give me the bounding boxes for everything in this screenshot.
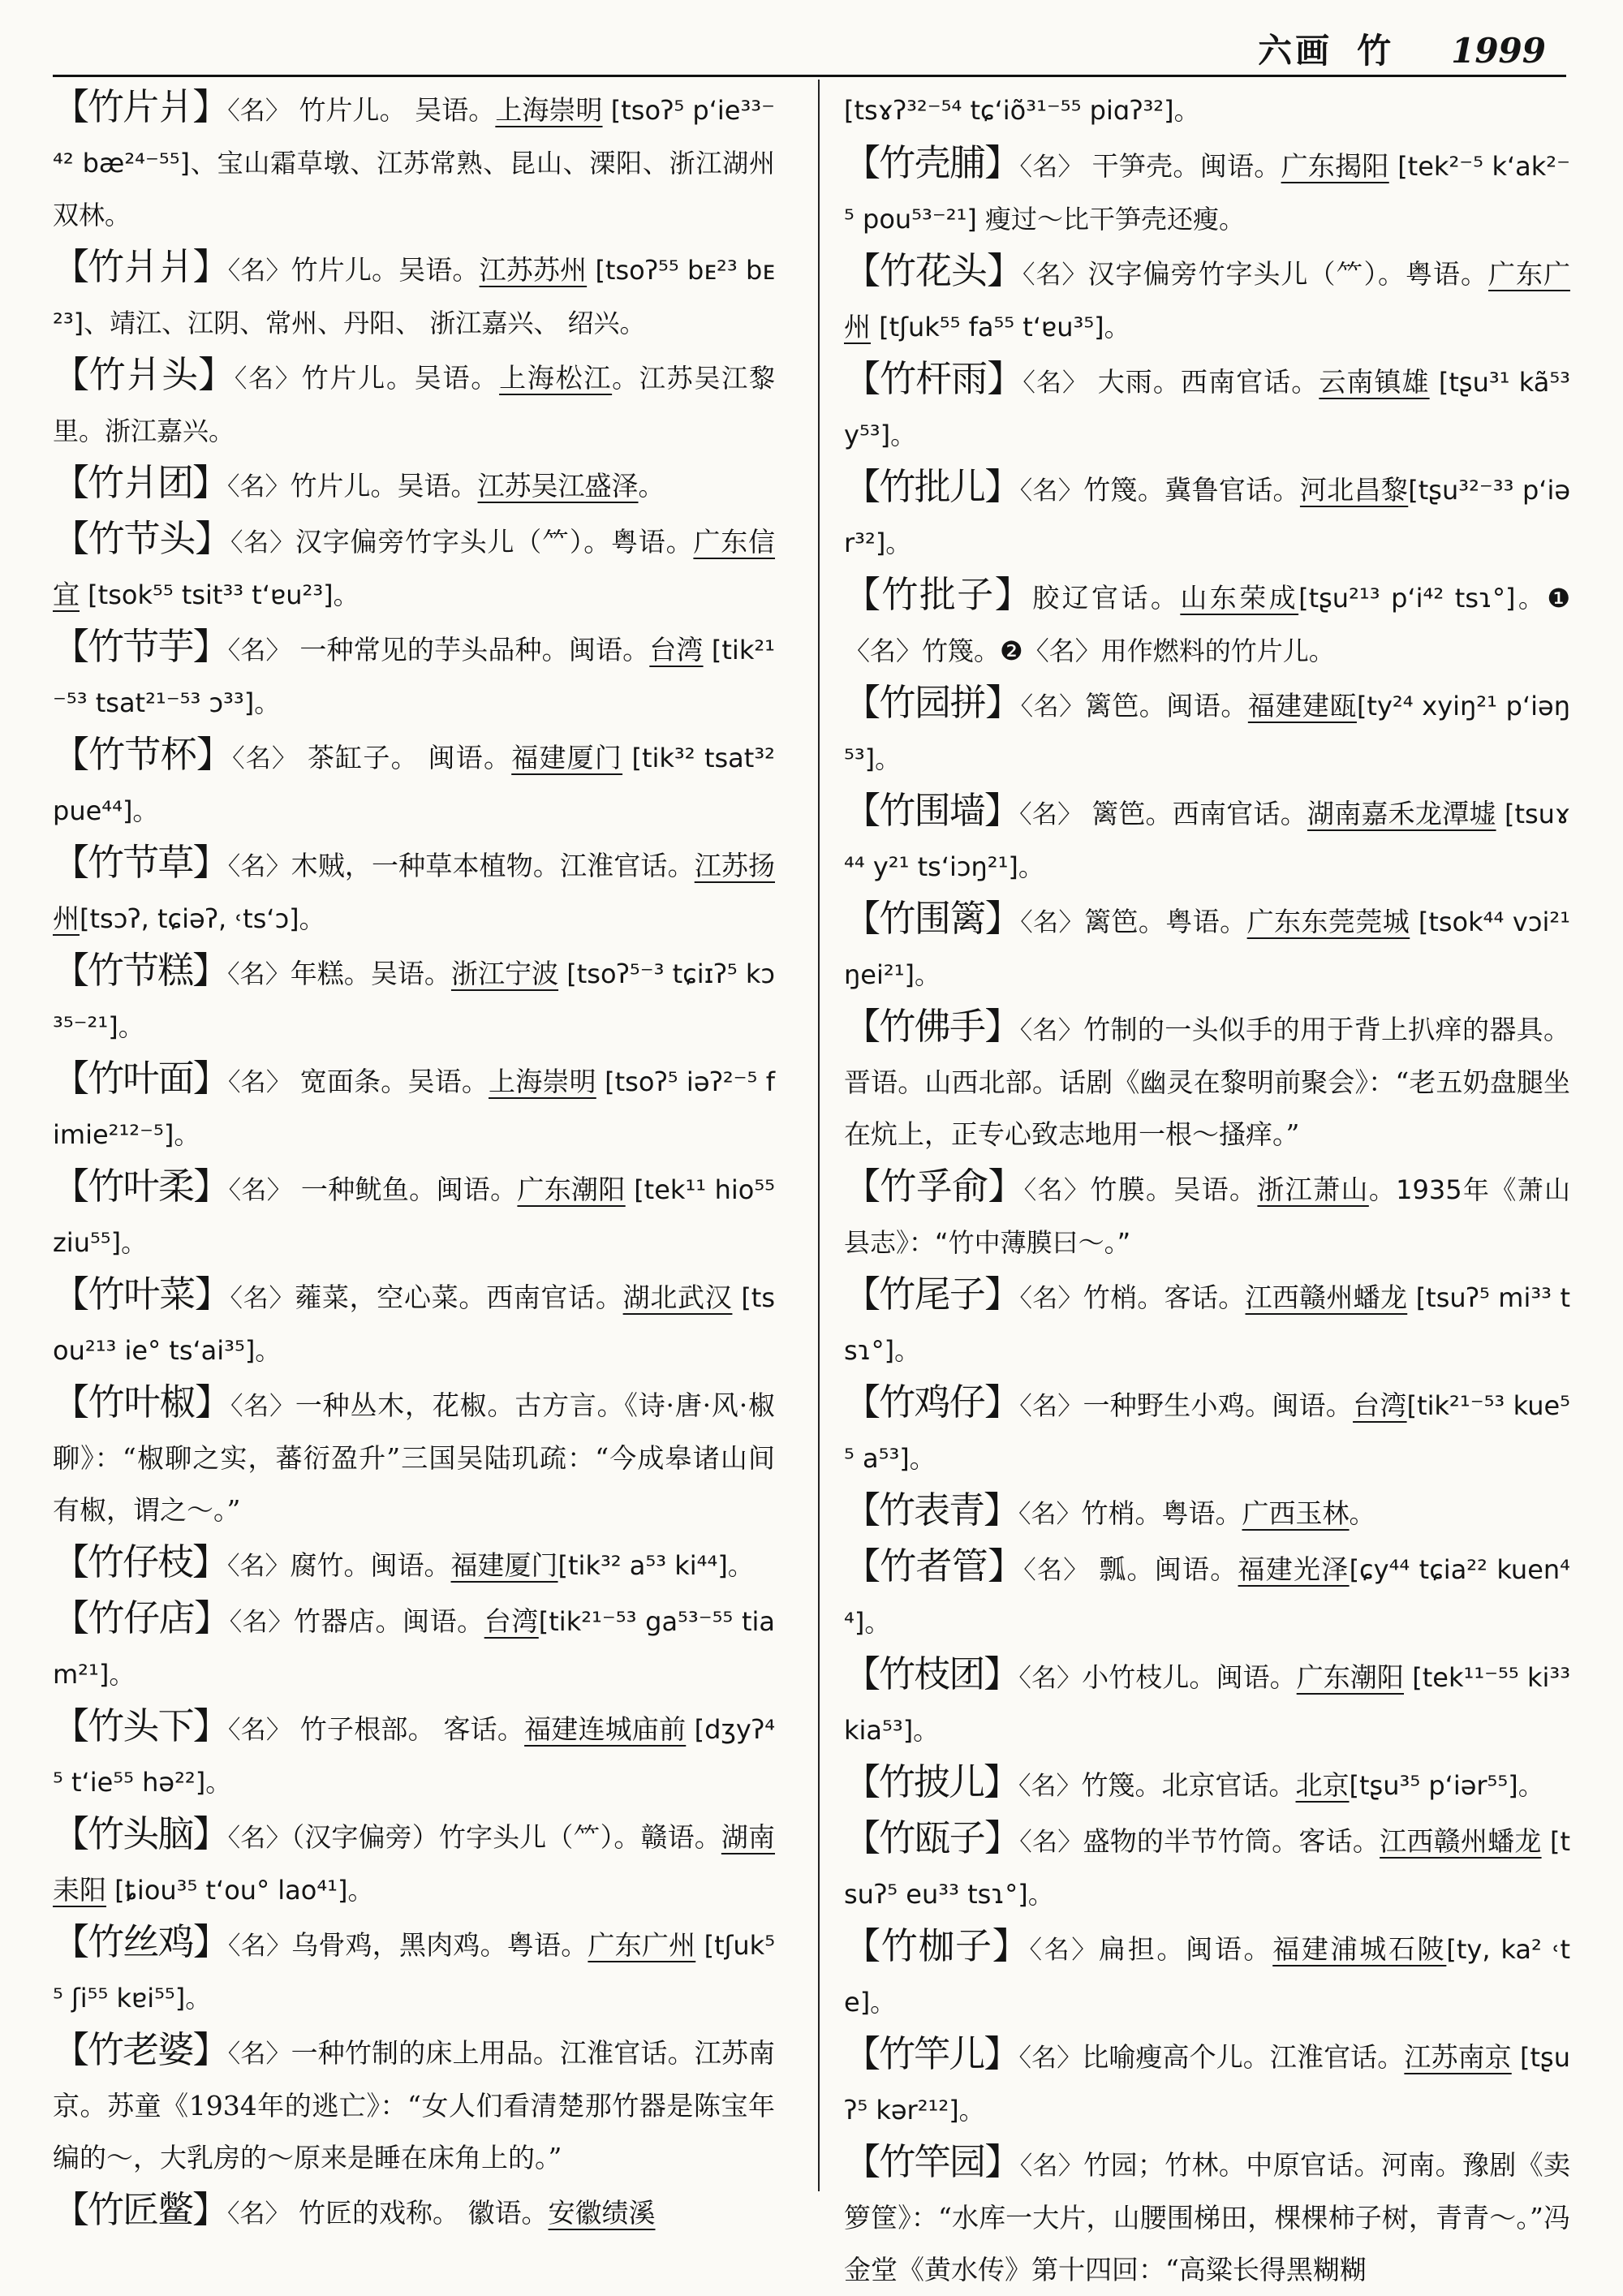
dictionary-entry xyxy=(844,1484,1570,1540)
dictionary-entry xyxy=(844,1540,1570,1648)
entry-pos: 〈名〉 xyxy=(227,256,291,286)
entry-location: 湖北武汉 xyxy=(622,1282,733,1313)
entry-location: 福建光泽 xyxy=(1238,1553,1350,1585)
entry-pos: 〈名〉 xyxy=(234,364,302,394)
entry-pronunciation: [tek¹¹⁻⁵⁵ ki³³ kia⁵³]。 xyxy=(844,1662,1571,1746)
entry-definition: 扁担。闽语。 xyxy=(1099,1933,1273,1965)
entry-location: 福建厦门 xyxy=(450,1549,558,1581)
entry-definition: 一种丛木，花椒。古方言。《诗·唐·风·椒聊》：“椒聊之实，蕃衍盈升”三国吴陆玑疏：“今成皋诸山间有椒，谓之～。” xyxy=(53,1389,775,1526)
entry-definition: 一种野生小鸡。闽语。 xyxy=(1083,1389,1354,1421)
dictionary-entry xyxy=(53,1700,775,1808)
entry-pronunciation: [tsok⁴⁴ vɔi²¹ ŋei²¹]。 xyxy=(844,907,1570,990)
column-divider xyxy=(818,80,820,2191)
dictionary-entry xyxy=(844,1161,1570,1269)
entry-location: 广东潮阳 xyxy=(1296,1661,1404,1693)
dictionary-entry xyxy=(844,2028,1570,2136)
entry-location: 上海崇明 xyxy=(495,94,603,126)
entry-definition: 宽面条。吴语。 xyxy=(291,1066,489,1097)
entry-pronunciation: [tsuʔ⁵ mi³³ tsɿ°]。 xyxy=(844,1282,1571,1366)
entry-pronunciation: [tik²¹⁻⁵³ tsat²¹⁻⁵³ ɔ³³]。 xyxy=(53,635,776,718)
entry-pronunciation: [tsou²¹³ ie° tsʻai³⁵]。 xyxy=(53,1282,776,1366)
entry-headword: 【竹匠鳖】 xyxy=(53,2188,228,2231)
entry-headword: 【竹枝团】 xyxy=(844,1652,1019,1695)
entry-location: 福建建瓯 xyxy=(1247,690,1357,722)
entry-definition: 竹膜。吴语。 xyxy=(1090,1174,1258,1205)
entry-pos: 〈名〉 xyxy=(1019,800,1083,829)
dictionary-entry xyxy=(844,137,1570,245)
entry-pronunciation: [tsoʔ⁵ pʻie³³⁻⁴² bæ²⁴⁻⁵⁵]、宝山霜草墩、江苏常熟、昆山、溧阳、浙江湖州双林。 xyxy=(53,95,776,230)
entry-headword: 【竹枷子】 xyxy=(844,1924,1030,1967)
entry-definition: 竹园；竹林。中原官话。河南。豫剧《卖箩筐》：“水库一大片，山腰围梯田，棵棵柿子树，青青～。”冯金堂《黄水传》第十四回：“高粱长得黑糊糊 xyxy=(844,2149,1571,2285)
entry-location: 山东荣成 xyxy=(1180,582,1299,614)
entry-pronunciation: [tek¹¹ hio⁵⁵ ziu⁵⁵]。 xyxy=(53,1174,775,1258)
entry-pronunciation: [tsɔʔ, tɕiəʔ, ˓tsʻɔ]。 xyxy=(80,903,325,934)
section-label: 六画 xyxy=(1258,31,1333,71)
entry-location: 北京 xyxy=(1295,1769,1350,1801)
entry-location: 台湾 xyxy=(649,634,704,666)
dictionary-entry xyxy=(844,1648,1570,1756)
entry-location: 福建连城庙前 xyxy=(524,1713,687,1745)
entry-headword: 【竹披儿】 xyxy=(844,1760,1019,1803)
dictionary-entry xyxy=(53,81,775,241)
dictionary-entry xyxy=(53,837,775,945)
entry-location: 江苏吴江盛泽 xyxy=(477,470,639,502)
entry-pronunciation: [ty, ka² ˓te]。 xyxy=(844,1934,1571,2018)
entry-pronunciation: 。 xyxy=(1349,1498,1375,1529)
entry-headword: 【竹爿爿】 xyxy=(53,245,228,288)
dictionary-entry xyxy=(844,245,1570,353)
entry-definition: 竹子根部。 客话。 xyxy=(291,1713,525,1745)
entry-pronunciation: [tʂuʔ⁵ kər²¹²]。 xyxy=(844,2042,1570,2126)
entry-pos: 〈名〉 xyxy=(230,1392,295,1421)
entry-pronunciation: [tik³² a⁵³ ki⁴⁴]。 xyxy=(558,1550,754,1581)
entry-pos: 〈名〉 xyxy=(1023,1556,1090,1585)
header-rule xyxy=(53,75,1566,77)
entry-location: 广东揭阳 xyxy=(1281,150,1389,182)
entry-pos: 〈名〉 xyxy=(227,1824,291,1853)
entry-headword: 【竹叶柔】 xyxy=(53,1165,229,1208)
entry-location: 江西赣州蟠龙 xyxy=(1245,1282,1408,1313)
dictionary-entry xyxy=(844,1920,1570,2028)
entry-location: 广东东莞莞城 xyxy=(1246,906,1410,937)
entry-pronunciation: [tʂu³⁵ pʻiər⁵⁵]。 xyxy=(1349,1770,1544,1801)
entry-definition: 篱笆。闽语。 xyxy=(1084,690,1248,722)
entry-headword: 【竹尾子】 xyxy=(844,1273,1020,1316)
entry-location: 台湾 xyxy=(1353,1389,1407,1421)
entry-pos: 〈名〉 xyxy=(1019,2152,1084,2181)
entry-pronunciation: [tʃuk⁵⁵ fa⁵⁵ tʻɐu³⁵]。 xyxy=(871,312,1130,342)
entry-headword: 【竹围墙】 xyxy=(844,789,1020,832)
entry-pos: 〈名〉 xyxy=(227,1068,292,1097)
entry-location: 广东信宜 xyxy=(53,526,776,610)
entry-location: 广东广州 xyxy=(588,1929,696,1961)
entry-pos: 〈名〉 xyxy=(227,960,291,989)
entry-headword: 【竹批子】 xyxy=(844,573,1033,616)
entry-headword: 【竹节杯】 xyxy=(53,733,233,776)
dictionary-entry xyxy=(53,1161,775,1269)
entry-location: 福建厦门 xyxy=(511,742,623,773)
entry-headword: 【竹叶菜】 xyxy=(53,1273,230,1316)
entry-location: 福建浦城石陂 xyxy=(1272,1933,1447,1965)
entry-definition: 汉字偏旁竹字头儿（⺮）。粤语。 xyxy=(1087,258,1488,290)
entry-definition: 竹篾。北京官话。 xyxy=(1081,1769,1296,1801)
entry-definition: 年糕。吴语。 xyxy=(290,958,451,989)
page-number: 1999 xyxy=(1451,31,1546,71)
dictionary-entry xyxy=(844,1756,1570,1812)
dictionary-entry xyxy=(844,461,1570,569)
entry-pronunciation: 。江苏吴江黎里。浙江嘉兴。 xyxy=(53,363,775,446)
entry-pos: 〈名〉 xyxy=(227,472,291,502)
entry-location: 广东潮阳 xyxy=(517,1174,626,1205)
entry-definition: 篱笆。粤语。 xyxy=(1084,906,1247,937)
entry-location: 湖南嘉禾龙潭墟 xyxy=(1307,798,1496,829)
dictionary-entry xyxy=(53,513,775,621)
entry-definition: 比喻瘦高个儿。江淮官话。 xyxy=(1082,2041,1405,2073)
entry-definition: 木贼，一种草本植物。江淮官话。 xyxy=(291,850,695,881)
entry-headword: 【竹节草】 xyxy=(53,841,228,884)
dictionary-entry xyxy=(844,1001,1570,1161)
dictionary-entry xyxy=(53,729,775,837)
entry-pos: 〈名〉 xyxy=(1019,1016,1084,1045)
entry-headword: 【竹爿团】 xyxy=(53,461,228,504)
entry-pos: 〈名〉 xyxy=(230,528,295,558)
dictionary-entry xyxy=(53,621,775,729)
entry-location: 江西赣州蟠龙 xyxy=(1380,1825,1542,1857)
entry-headword: 【竹园拼】 xyxy=(844,681,1021,724)
entry-pronunciation: [tsuɤ⁴⁴ y²¹ tsʻiɔŋ²¹]。 xyxy=(844,799,1571,882)
entry-pronunciation: [tsɤʔ³²⁻⁵⁴ tɕʻiõ³¹⁻⁵⁵ piɑʔ³²]。 xyxy=(844,95,1200,126)
entry-location: 湖南耒阳 xyxy=(53,1821,775,1906)
dictionary-entry xyxy=(53,457,775,513)
dictionary-entry xyxy=(844,677,1570,785)
entry-definition: 盛物的半节竹筒。客话。 xyxy=(1083,1825,1380,1857)
entry-location: 上海松江 xyxy=(499,362,613,394)
entry-pos: 〈名〉 xyxy=(227,1552,291,1581)
page-header xyxy=(1258,24,1546,71)
entry-headword: 【竹批儿】 xyxy=(844,465,1020,508)
entry-pos: 〈名〉 xyxy=(1019,476,1084,506)
entry-pos: 〈名〉 xyxy=(228,1716,292,1745)
dictionary-entry xyxy=(844,1812,1570,1920)
entry-pos: 〈名〉 xyxy=(230,1284,295,1313)
dictionary-entry xyxy=(53,1916,775,2024)
entry-headword: 【竹节芋】 xyxy=(53,625,228,668)
entry-pronunciation: [tʂu²¹³ pʻi⁴² tsɿ°]。❶〈名〉竹篾。❷〈名〉用作燃料的竹片儿。 xyxy=(844,583,1571,666)
dictionary-entry xyxy=(844,1376,1570,1484)
entry-pos: 〈名〉 xyxy=(1020,692,1085,722)
entry-pos: 〈名〉 xyxy=(1023,1176,1091,1205)
entry-definition: 汉字偏旁竹字头儿（⺮）。粤语。 xyxy=(295,526,694,558)
entry-headword: 【竹孚俞】 xyxy=(844,1165,1024,1208)
entry-pronunciation: [ɕy⁴⁴ tɕia²² kuen⁴⁴]。 xyxy=(844,1554,1571,1638)
left-column xyxy=(53,81,775,2240)
dictionary-entry xyxy=(844,353,1570,461)
entry-pos: 〈名〉 xyxy=(227,852,291,881)
entry-pos: 〈名〉 xyxy=(227,636,291,666)
entry-definition: 茶缸子。 闽语。 xyxy=(298,742,512,773)
entry-definition: 小竹枝儿。闽语。 xyxy=(1082,1661,1297,1693)
entry-pos: 〈名〉 xyxy=(1018,1500,1082,1529)
dictionary-entry xyxy=(53,241,775,349)
entry-headword: 【竹花头】 xyxy=(844,249,1022,292)
entry-headword: 【竹围篱】 xyxy=(844,897,1021,940)
entry-headword: 【竹鸡仔】 xyxy=(844,1381,1020,1424)
entry-definition: 竹片儿。吴语。 xyxy=(291,254,480,286)
entry-location: 上海崇明 xyxy=(489,1066,596,1097)
entry-location: 河北昌黎 xyxy=(1299,474,1409,506)
entry-headword: 【竹者管】 xyxy=(844,1544,1024,1587)
entry-pos: 〈名〉 xyxy=(228,1932,292,1961)
entry-pos: 〈名〉 xyxy=(1022,261,1088,290)
entry-definition: 竹篾。冀鲁官话。 xyxy=(1083,474,1300,506)
entry-pronunciation: [dʒyʔ⁴⁵ tʻie⁵⁵ hə²²]。 xyxy=(53,1714,776,1798)
entry-pronunciation: 。1935年《萧山县志》：“竹中薄膜曰～。” xyxy=(844,1174,1571,1258)
entry-pos: 〈名〉 xyxy=(1020,908,1084,937)
entry-pos: 〈名〉 xyxy=(1018,2044,1083,2073)
entry-definition: 竹片儿。吴语。 xyxy=(301,362,500,394)
entry-location: 安徽绩溪 xyxy=(548,2197,656,2229)
entry-headword: 【竹叶面】 xyxy=(53,1057,228,1100)
entry-definition: 一种常见的芋头品种。闽语。 xyxy=(291,634,650,666)
entry-definition: 乌骨鸡，黑肉鸡。粤语。 xyxy=(291,1929,588,1961)
entry-pronunciation: [tik²¹⁻⁵³ ga⁵³⁻⁵⁵ tiam²¹]。 xyxy=(53,1606,776,1690)
entry-headword: 【竹叶椒】 xyxy=(53,1381,230,1424)
entry-headword: 【竹头脑】 xyxy=(53,1812,228,1855)
entry-headword: 【竹竿园】 xyxy=(844,2140,1020,2183)
entry-headword: 【竹节头】 xyxy=(53,517,230,560)
entry-definition: 竹片儿。吴语。 xyxy=(290,470,478,502)
entry-pos: 〈名〉 xyxy=(1019,1392,1083,1421)
entry-definition: 胶辽官话。 xyxy=(1032,582,1181,614)
entry-location: 云南镇雄 xyxy=(1319,366,1430,398)
entry-pronunciation: [tek²⁻⁵ kʻak²⁻⁵ pou⁵³⁻²¹] 瘦过～比干笋壳还瘦。 xyxy=(844,151,1571,235)
entry-location: 江苏南京 xyxy=(1404,2041,1512,2073)
entry-pronunciation: [tʂu³²⁻³³ pʻiər³²]。 xyxy=(844,475,1571,558)
entry-definition: 竹梢。粤语。 xyxy=(1081,1497,1242,1529)
entry-headword: 【竹竿儿】 xyxy=(844,2032,1019,2075)
entry-pronunciation: [tik³² tsat³² pue⁴⁴]。 xyxy=(53,743,775,826)
entry-definition: 竹匠的戏称。 徽语。 xyxy=(290,2197,549,2229)
dictionary-entry xyxy=(53,2024,775,2184)
entry-definition: 干笋壳。闽语。 xyxy=(1083,150,1281,182)
entry-pronunciation: [tsok⁵⁵ tsit³³ tʻɐu²³]。 xyxy=(80,579,359,610)
entry-pos: 〈名〉 xyxy=(1022,368,1089,398)
entry-location: 浙江宁波 xyxy=(450,958,559,989)
entry-definition: 一种鱿鱼。闽语。 xyxy=(292,1174,518,1205)
entry-pronunciation: [tʂu³¹ kã⁵³ y⁵³]。 xyxy=(844,367,1570,450)
dictionary-entry xyxy=(844,893,1570,1001)
dictionary-entry xyxy=(53,1269,775,1376)
entry-pos: 〈名〉 xyxy=(232,744,299,773)
entry-headword: 【竹瓯子】 xyxy=(844,1816,1020,1859)
entry-definition: 腐竹。闽语。 xyxy=(290,1549,451,1581)
entry-headword: 【竹片爿】 xyxy=(53,85,228,128)
entry-pronunciation: [tsoʔ⁵⁻³ tɕiɪʔ⁵ kɔ³⁵⁻²¹]。 xyxy=(53,958,776,1042)
entry-headword: 【竹仔店】 xyxy=(53,1596,230,1639)
entry-pronunciation: [ty²⁴ xyiŋ²¹ pʻiəŋ⁵³]。 xyxy=(844,691,1570,774)
dictionary-entry xyxy=(53,945,775,1053)
entry-pos: 〈名〉 xyxy=(227,2040,291,2069)
entry-definition: 蕹菜，空心菜。西南官话。 xyxy=(295,1282,623,1313)
entry-location: 江苏扬州 xyxy=(53,850,775,934)
entry-location: 台湾 xyxy=(484,1605,539,1637)
entry-pronunciation: 。 xyxy=(638,471,665,502)
entry-definition: （汉字偏旁）竹字头儿（⺮）。赣语。 xyxy=(291,1821,721,1853)
entry-pos: 〈名〉 xyxy=(228,1176,293,1205)
entry-headword: 【竹节糕】 xyxy=(53,949,228,992)
entry-pronunciation: [ȶiou³⁵ tʻou° lao⁴¹]。 xyxy=(106,1875,374,1906)
entry-headword: 【竹丝鸡】 xyxy=(53,1920,229,1963)
dictionary-entry xyxy=(844,81,1570,137)
entry-pronunciation: [tsoʔ⁵ iəʔ²⁻⁵ fimie²¹²⁻⁵]。 xyxy=(53,1066,775,1150)
entry-definition: 篱笆。西南官话。 xyxy=(1083,798,1307,829)
entry-headword: 【竹表青】 xyxy=(844,1488,1019,1531)
entry-pos: 〈名〉 xyxy=(1029,1936,1100,1965)
entry-definition: 竹制的一头似手的用于背上扒痒的器具。晋语。山西北部。话剧《幽灵在黎明前聚会》：“老五奶盘腿坐在炕上，正专心致志地用一根～搔痒。” xyxy=(844,1014,1571,1150)
entry-location: 广西玉林 xyxy=(1242,1497,1350,1529)
dictionary-entry xyxy=(53,349,775,457)
dictionary-entry xyxy=(844,1269,1570,1376)
entry-definition: 瓢。闽语。 xyxy=(1089,1553,1238,1585)
entry-headword: 【竹头下】 xyxy=(53,1704,228,1747)
dictionary-entry xyxy=(844,785,1570,893)
entry-definition: 竹器店。闽语。 xyxy=(293,1605,484,1637)
right-column xyxy=(844,81,1570,2296)
entry-definition: 大雨。西南官话。 xyxy=(1088,366,1319,398)
dictionary-entry xyxy=(53,1808,775,1916)
entry-definition: 竹梢。客话。 xyxy=(1083,1282,1246,1313)
entry-pronunciation: [tsoʔ⁵⁵ bᴇ²³ bᴇ²³]、靖江、江阴、常州、丹阳、 浙江嘉兴、 绍兴。 xyxy=(53,255,776,338)
entry-headword: 【竹杆雨】 xyxy=(844,357,1023,400)
dictionary-entry xyxy=(53,2184,775,2240)
entry-location: 江苏苏州 xyxy=(479,254,588,286)
entry-pronunciation: [tik²¹⁻⁵³ kue⁵⁵ a⁵³]。 xyxy=(844,1390,1571,1474)
entry-pos: 〈名〉 xyxy=(1019,1284,1083,1313)
dictionary-entry xyxy=(844,569,1570,677)
entry-location: 浙江萧山 xyxy=(1257,1174,1369,1205)
entry-definition: 竹片儿。 吴语。 xyxy=(290,94,496,126)
entry-pos: 〈名〉 xyxy=(1018,1772,1082,1801)
entry-pos: 〈名〉 xyxy=(1019,153,1083,182)
entry-pos: 〈名〉 xyxy=(229,1608,294,1637)
entry-headword: 【竹爿头】 xyxy=(53,353,235,396)
entry-pos: 〈名〉 xyxy=(227,97,291,126)
entry-pos: 〈名〉 xyxy=(1018,1664,1083,1693)
entry-headword: 【竹佛手】 xyxy=(844,1005,1020,1048)
radical-label: 竹 xyxy=(1357,31,1395,71)
dictionary-entry xyxy=(53,1053,775,1161)
dictionary-entry xyxy=(53,1536,775,1592)
dictionary-entry xyxy=(844,2136,1570,2296)
entry-headword: 【竹壳脯】 xyxy=(844,141,1020,184)
entry-definition: 一种竹制的床上用品。江淮官话。江苏南京。苏童《1934年的逃亡》：“女人们看清楚那竹器是陈宝年编的～，大乳房的～原来是睡在床角上的。” xyxy=(53,2037,775,2173)
entry-headword: 【竹仔枝】 xyxy=(53,1540,228,1583)
entry-pos: 〈名〉 xyxy=(227,2199,291,2229)
dictionary-entry xyxy=(53,1592,775,1700)
entry-location: 广东广州 xyxy=(844,258,1570,342)
entry-pronunciation: [tsuʔ⁵ eu³³ tsɿ°]。 xyxy=(844,1826,1571,1910)
dictionary-entry xyxy=(53,1376,775,1536)
entry-pos: 〈名〉 xyxy=(1019,1828,1083,1857)
entry-pronunciation: [tʃuk⁵⁵ ʃi⁵⁵ kɐi⁵⁵]。 xyxy=(53,1930,776,2014)
entry-headword: 【竹老婆】 xyxy=(53,2028,228,2071)
